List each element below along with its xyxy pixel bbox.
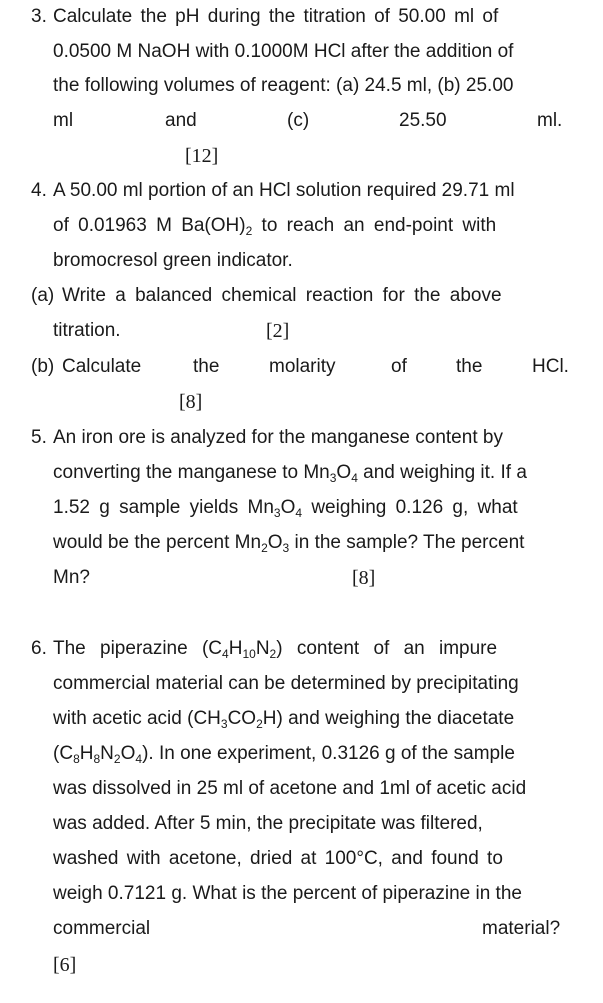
q3-text-2: 0.0500 M NaOH with 0.1000M HCl after the addition of bbox=[53, 41, 514, 62]
q6-word-commercial: commercial bbox=[53, 918, 151, 939]
q4b-word-molarity: molarity bbox=[269, 356, 336, 377]
q6-text-8: weigh 0.7121 g. What is the percent of piperazine in the bbox=[53, 883, 522, 904]
q4a-line-2 bbox=[0, 316, 603, 346]
q6-number: 6. bbox=[31, 638, 47, 659]
q4b-word-the-2: the bbox=[456, 356, 483, 377]
q6-word-material: material? bbox=[482, 918, 561, 939]
q3-text-3: the following volumes of reagent: (a) 24.5 ml, (b) 25.00 bbox=[53, 75, 514, 96]
q5-number: 5. bbox=[31, 427, 47, 448]
q6-line-8 bbox=[0, 879, 603, 909]
q4b-word-hcl: HCl. bbox=[532, 356, 569, 377]
q4-text-2: of 0.01963 M $Ba(OH)_2$ to reach an end-point with bbox=[53, 215, 497, 238]
q3-line-2 bbox=[0, 37, 603, 67]
q4-line-1 bbox=[0, 176, 603, 206]
q6-text-2: commercial material can be determined by precipitating bbox=[53, 673, 519, 694]
q6-text-6: was added. After 5 min, the precipitate was filtered, bbox=[53, 813, 483, 834]
q6-line-7 bbox=[0, 844, 603, 874]
q6-text-4: $(C_8H_8N_2O_4)$. In one experiment, 0.3126 g of the sample bbox=[53, 743, 515, 766]
q3-line-1 bbox=[0, 2, 603, 32]
q3-word-value: 25.50 bbox=[399, 110, 447, 131]
q3-line-4 bbox=[0, 106, 603, 136]
q5-text-5: Mn? bbox=[53, 567, 90, 588]
q4a-line-1 bbox=[0, 281, 603, 311]
q5-line-1 bbox=[0, 423, 603, 453]
q3-word-and: and bbox=[165, 110, 197, 131]
q3-marks: [12] bbox=[185, 145, 219, 167]
q6-line-6 bbox=[0, 809, 603, 839]
q6-line-4 bbox=[0, 739, 603, 769]
q3-line-3 bbox=[0, 71, 603, 101]
q4-line-3 bbox=[0, 246, 603, 276]
q3-word-ml: ml bbox=[53, 110, 74, 131]
q3-word-ml-end: ml. bbox=[537, 110, 563, 131]
q4b-word-the: the bbox=[193, 356, 220, 377]
q4a-label: (a) bbox=[31, 285, 55, 306]
q3-word-c: (c) bbox=[287, 110, 310, 131]
q5-marks: [8] bbox=[352, 567, 376, 589]
q4b-label: (b) bbox=[31, 356, 55, 377]
q4a-text-2: titration. bbox=[53, 320, 121, 341]
q6-text-1: The piperazine $(C_4H_{10}N_2)$ content of an impure bbox=[53, 638, 498, 661]
q4-text-1: A 50.00 ml portion of an HCl solution required 29.71 ml bbox=[53, 180, 515, 201]
q4a-text-1: Write a balanced chemical reaction for the above bbox=[62, 285, 502, 306]
q5-text-1: An iron ore is analyzed for the manganese content by bbox=[53, 427, 503, 448]
q6-line-3 bbox=[0, 704, 603, 734]
q3-text-1: Calculate the pH during the titration of 50.00 ml of bbox=[53, 6, 499, 27]
q4-line-2 bbox=[0, 211, 603, 241]
q5-line-3 bbox=[0, 493, 603, 523]
q4b-line-2 bbox=[0, 387, 603, 417]
q5-text-4: would be the percent $Mn_2O_3$ in the sample? The percent bbox=[53, 532, 525, 555]
q4-number: 4. bbox=[31, 180, 47, 201]
q6-text-3: with acetic acid $(CH_3CO_2H)$ and weighing the diacetate bbox=[53, 708, 515, 731]
q4b-line-1 bbox=[0, 352, 603, 382]
q6-line-1 bbox=[0, 634, 603, 664]
q5-line-4 bbox=[0, 528, 603, 558]
q6-marks: [6] bbox=[53, 954, 77, 976]
q3-line-5 bbox=[0, 141, 603, 171]
q4b-marks: [8] bbox=[179, 391, 203, 413]
q6-line-10 bbox=[0, 950, 603, 980]
q6-text-5: was dissolved in 25 ml of acetone and 1ml of acetic acid bbox=[53, 778, 527, 799]
q3-number: 3. bbox=[31, 6, 47, 27]
q4-text-3: bromocresol green indicator. bbox=[53, 250, 293, 271]
q4a-marks: [2] bbox=[266, 320, 290, 342]
q4b-word-of: of bbox=[391, 356, 407, 377]
q5-text-3: 1.52 g sample yields $Mn_3O_4$ weighing 0.126 g, what bbox=[53, 497, 518, 520]
q5-line-2 bbox=[0, 458, 603, 488]
q5-text-2: converting the manganese to $Mn_3O_4$ and weighing it. If a bbox=[53, 462, 527, 485]
q5-line-5 bbox=[0, 563, 603, 593]
q4b-word-calculate: Calculate bbox=[62, 356, 142, 377]
q6-line-2 bbox=[0, 669, 603, 699]
q6-line-9 bbox=[0, 914, 603, 944]
q6-text-7: washed with acetone, dried at 100°C, and found to bbox=[53, 848, 503, 869]
q6-line-5 bbox=[0, 774, 603, 804]
